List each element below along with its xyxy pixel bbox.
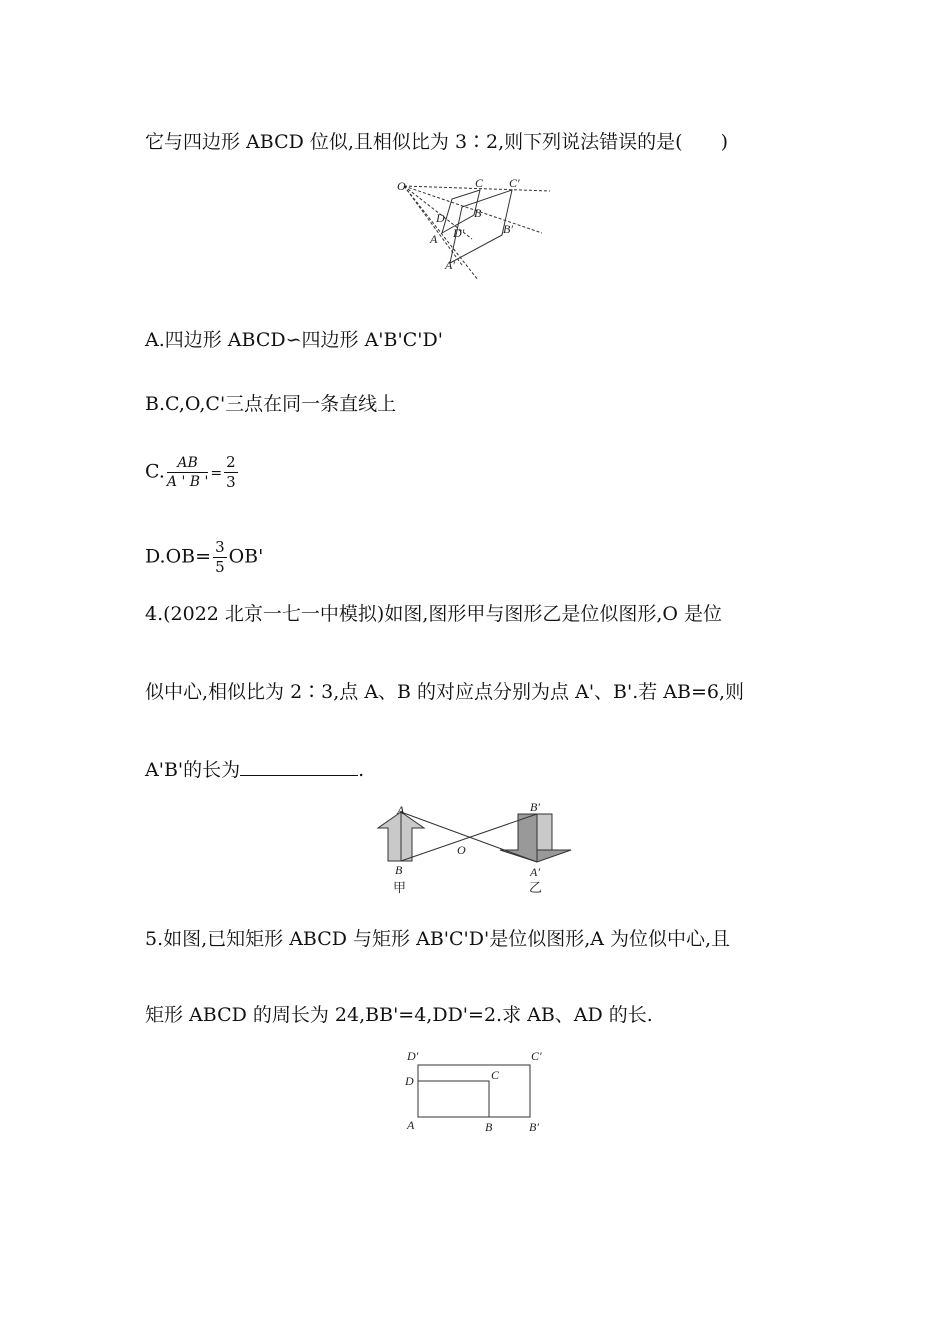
q4-label-O: O	[457, 843, 466, 857]
q3-option-c-eq: =	[210, 465, 223, 482]
q4-line-3-text: A'B'的长为	[145, 759, 241, 781]
q3-label-D: D	[436, 211, 445, 225]
q3-option-d-den: 5	[215, 558, 225, 576]
q3-label-Bp: B′	[503, 222, 513, 236]
q4-label-Ap: A′	[530, 865, 540, 879]
q5-label-Cp: C′	[531, 1049, 542, 1063]
q4-line-3	[145, 757, 364, 782]
q3-label-Dp: D′	[453, 226, 465, 240]
q5-label-Bp: B′	[529, 1120, 539, 1134]
q3-label-Cp: C′	[509, 176, 520, 190]
q3-label-Ap: A′	[445, 258, 455, 272]
q3-option-c-rden: 3	[226, 473, 236, 491]
q3-option-b: B.C,O,C'三点在同一条直线上	[145, 393, 397, 415]
q5-label-Dp: D′	[407, 1049, 419, 1063]
q5-line-1: 5.如图,已知矩形 ABCD 与矩形 AB'C'D'是位似图形,A 为位似中心,且	[145, 928, 731, 950]
q3-label-A: A	[430, 232, 438, 246]
q5-label-A: A	[407, 1118, 415, 1132]
q3-option-c-num: AB	[167, 456, 208, 473]
q5-label-C: C	[491, 1068, 500, 1082]
q5-label-B: B	[485, 1120, 493, 1134]
shape-yi	[500, 814, 571, 862]
q3-option-c-fraction-left	[167, 456, 208, 489]
q4-line-3-end: .	[358, 759, 365, 781]
q4-figure	[372, 800, 582, 895]
q3-label-B: B	[474, 206, 482, 220]
q5-label-D: D	[405, 1074, 414, 1088]
shape-jia	[378, 812, 424, 861]
q4-label-jia: 甲	[393, 881, 407, 896]
q3-option-d	[145, 540, 263, 575]
q4-line-2: 似中心,相似比为 2∶3,点 A、B 的对应点分别为点 A'、B'.若 AB=6,则	[145, 681, 745, 703]
q4-label-B: B	[395, 863, 403, 877]
q3-option-a: A.四边形 ABCD∽四边形 A'B'C'D'	[145, 329, 443, 351]
q3-option-c-fraction-right	[224, 455, 238, 490]
q3-label-C: C	[475, 176, 484, 190]
q4-label-yi: 乙	[529, 881, 543, 896]
q5-line-2: 矩形 ABCD 的周长为 24,BB'=4,DD'=2.求 AB、AD 的长.	[145, 1004, 653, 1026]
q4-line-1: 4.(2022 北京一七一中模拟)如图,图形甲与图形乙是位似图形,O 是位	[145, 603, 723, 625]
q3-option-d-num: 3	[215, 538, 225, 556]
q3-option-c-den: A ' B '	[166, 474, 209, 490]
q4-label-Bp: B′	[530, 800, 540, 814]
q3-option-d-suffix: OB'	[228, 545, 264, 568]
q3-label-O: O	[397, 179, 406, 193]
q4-label-A: A	[397, 803, 405, 817]
q3-option-c	[145, 455, 240, 490]
q3-figure	[392, 175, 562, 285]
q3-option-c-rnum: 2	[226, 453, 236, 471]
rect-large	[418, 1065, 530, 1117]
q3-stem: 它与四边形 ABCD 位似,且相似比为 3∶2,则下列说法错误的是( )	[145, 131, 729, 153]
q3-option-c-prefix: C.	[145, 460, 165, 483]
q5-figure	[400, 1045, 560, 1135]
q3-option-d-prefix: D.OB=	[145, 545, 212, 568]
rect-small	[418, 1081, 489, 1117]
answer-blank[interactable]	[240, 757, 358, 776]
q3-option-d-fraction	[213, 540, 227, 575]
